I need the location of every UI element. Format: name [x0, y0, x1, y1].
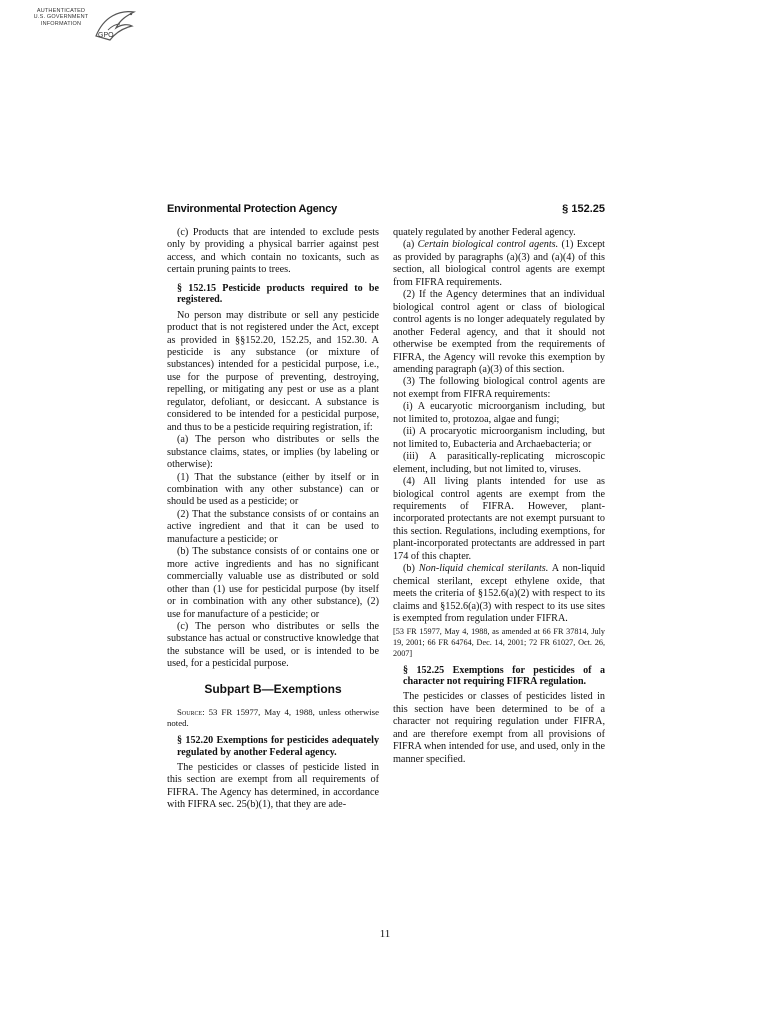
- paragraph-b: (b) The substance consists of or contains one or more active ingredients and has no significant commercially valuable use as distributed or sold other than (1) use for pesticidal purpose (by itself or in combination with any other substance), (2) use for manufacture of a pesticide; or: [167, 546, 379, 620]
- header-agency: Environmental Protection Agency: [167, 203, 338, 215]
- paragraph-a2: (2) That the substance consists of or contains an active ingredient and that it can be used to manufacture a pesticide; or: [167, 508, 379, 545]
- left-column: [167, 227, 379, 812]
- running-header: [167, 203, 605, 219]
- subpart-heading: Subpart B—Exemptions: [204, 681, 342, 696]
- paragraph-c-intro: (c) Products that are intended to exclude pests only by providing a physical barrier against pest access, and which contain no toxicants, such as certain pruning paints to trees.: [167, 227, 379, 276]
- paragraph-c: (c) The person who distributes or sells the substance has actual or constructive knowledge that the substance will be used, or is intended to be used, for a pesticidal purpose.: [167, 620, 379, 670]
- section-heading-152-20: § 152.20 Exemptions for pesticides adequately regulated by another Federal agency.: [177, 735, 379, 758]
- paragraph-b-sterilants: [393, 563, 605, 625]
- amendment-citation: [53 FR 15977, May 4, 1988, as amended at 66 FR 37814, July 19, 2001; 66 FR 64764, Dec. 14, 2001; 72 FR 61027, Oct. 26, 2007]: [393, 626, 605, 658]
- paragraph-continuation: quately regulated by another Federal agency.: [393, 227, 576, 238]
- paragraph-a-label: (a): [403, 239, 418, 251]
- section-heading-152-25: § 152.25 Exemptions for pesticides of a character not requiring FIFRA regulation.: [403, 664, 605, 687]
- paragraph-b-text: A non-liquid chemical sterilant, except ethylene oxide, that meets the criteria of §152.6(a)(2) with respect to its claims and §152.6(a)(3) with respect to its use sites is exempted from regulation under FIFRA.: [393, 563, 605, 625]
- logo-gpo-text: GPO: [98, 32, 114, 39]
- logo-line-2: U.S. GOVERNMENT: [33, 14, 89, 21]
- source-label: Source:: [177, 707, 205, 718]
- paragraph-b-label: (b): [403, 563, 419, 575]
- source-note: [167, 707, 379, 729]
- header-section: § 152.25: [562, 203, 605, 215]
- gpo-authentication-logo: [28, 6, 144, 48]
- paragraph-a4: (4) All living plants intended for use as biological control agents are exempt from the requirements of FIFRA. However, plant-incorporated protectants are not exempt pursuant to this section. Regulations, including exemptions, for plant-incorporated protectants are addressed in part 174 of this chapter.: [393, 476, 605, 562]
- section-152-15-body: No person may distribute or sell any pesticide product that is not registered under the Act, except as provided in §§152.20, 152.25, and 152.30. A pesticide is any substance (or mixture of substances) intended for a pesticidal purpose, i.e., use for the purpose of preventing, destroying, repelling, or mitigating any pest or use as a plant regulator, defoliant, or desiccant. A substance is considered to be intended for a pesticidal purpose, and thus to be a pesticide requiring registration, if:: [167, 309, 379, 433]
- section-152-20-body: The pesticides or classes of pesticide listed in this section are exempt from all requirements of FIFRA. The Agency has determined, in accordance with FIFRA sec. 25(b)(1), that they are ade-: [167, 762, 379, 811]
- paragraph-a3-i: (i) A eucaryotic microorganism including, but not limited to, protozoa, algae and fungi;: [393, 401, 605, 425]
- paragraph-a-heading: Certain biological control agents.: [417, 239, 559, 251]
- section-152-25-body: The pesticides or classes of pesticides listed in this section have been determined to be of a character not requiring regulation under FIFRA, and are therefore exempt from all provisions of FIFRA when intended for use, and used, only in the manner specified.: [393, 691, 605, 765]
- logo-line-3: INFORMATION: [40, 20, 82, 27]
- logo-line-1: AUTHENTICATED: [36, 8, 86, 14]
- paragraph-b-heading: Non-liquid chemical sterilants.: [418, 563, 549, 575]
- eagle-icon: [90, 6, 140, 46]
- paragraph-a2-revoke: (2) If the Agency determines that an individual biological control agent or class of biological control agents is no longer adequately regulated by another Federal agency, and that it should not otherwise be exempted from the requirements of FIFRA, the Agency will revoke this exemption by amending paragraph (a)(3) of this section.: [393, 289, 605, 375]
- paragraph-a3-ii: (ii) A procaryotic microorganism including, but not limited to, Eubacteria and Archaebacteria; or: [393, 426, 605, 450]
- section-heading-152-15: § 152.15 Pesticide products required to be registered.: [177, 282, 379, 306]
- logo-text: [30, 8, 92, 27]
- source-text: 53 FR 15977, May 4, 1988, unless otherwise noted.: [167, 707, 379, 729]
- paragraph-a: (a) The person who distributes or sells the substance claims, states, or implies (by labeling or otherwise):: [167, 434, 379, 471]
- page-number: 11: [379, 928, 391, 940]
- paragraph-a3: (3) The following biological control agents are not exempt from FIFRA requirements:: [393, 376, 605, 400]
- paragraph-a-text: (1) Except as provided by paragraphs (a)(3) and (a)(4) of this section, all biological control agents are exempt from FIFRA requirements.: [393, 239, 605, 288]
- paragraph-a3-iii: (iii) A parasitically-replicating microscopic element, including, but not limited to, viruses.: [393, 451, 605, 475]
- right-column: [393, 227, 605, 766]
- paragraph-a-biological: [393, 239, 605, 289]
- paragraph-a1: (1) That the substance (either by itself or in combination with any other substance) can or should be used as a pesticide; or: [167, 471, 379, 508]
